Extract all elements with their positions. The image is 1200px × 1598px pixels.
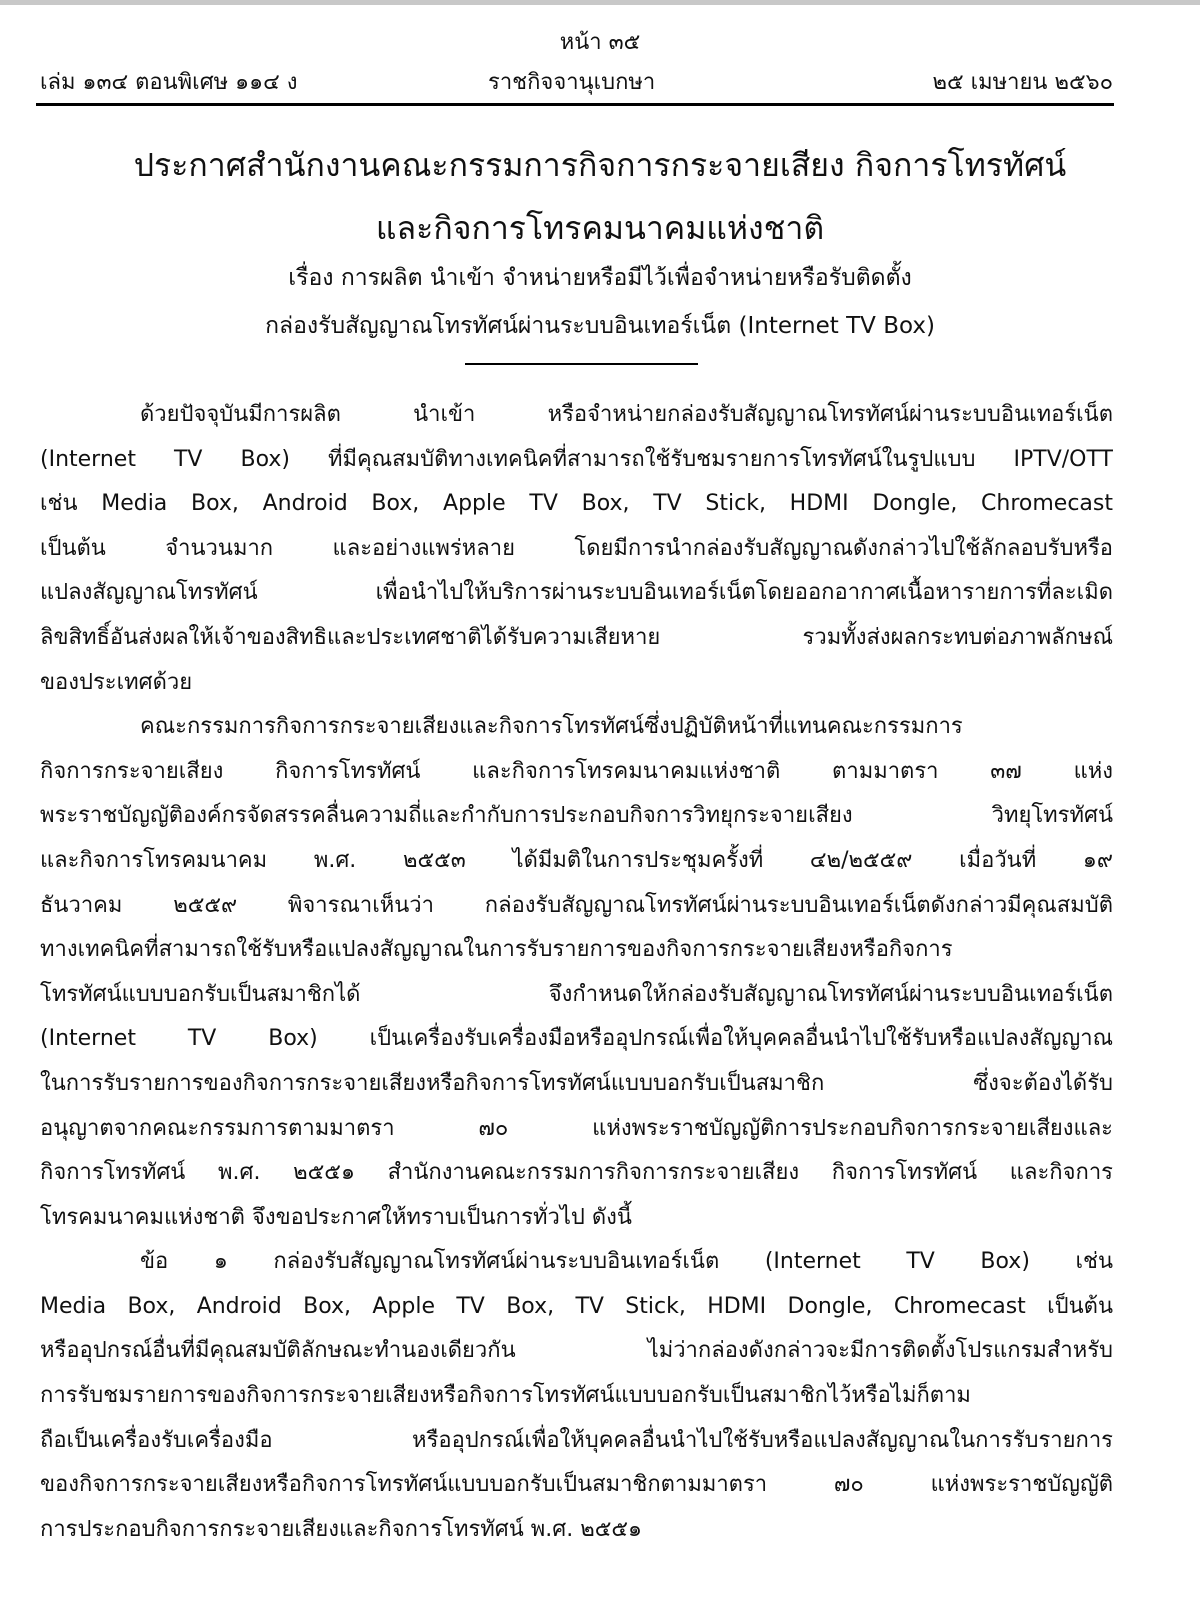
subject-line-2: กล่องรับสัญญาณโทรทัศน์ผ่านระบบอินเทอร์เน็ต (Internet TV Box) (265, 313, 935, 339)
text-line: ในการรับรายการของกิจการกระจายเสียงหรือกิจการโทรทัศน์แบบบอกรับเป็นสมาชิก ซึ่งจะต้องได้รับ (40, 1070, 1113, 1096)
text-line: การประกอบกิจการกระจายเสียงและกิจการโทรทัศน์ พ.ศ. ๒๕๕๑ (40, 1516, 642, 1542)
gazette-header (40, 64, 1113, 98)
text-line: ของประเทศด้วย (40, 669, 193, 695)
clause-1 (40, 1240, 1113, 1552)
text-line: ด้วยปัจจุบันมีการผลิต นำเข้า หรือจำหน่ายกล่องรับสัญญาณโทรทัศน์ผ่านระบบอินเทอร์เน็ต (140, 402, 1113, 427)
text-line: แปลงสัญญาณโทรทัศน์ เพื่อนำไปให้บริการผ่านระบบอินเทอร์เน็ตโดยออกอากาศเนื้อหารายการที่ละเมิด (40, 580, 1113, 606)
page-number: หน้า ๓๕ (559, 30, 641, 55)
publication-date: ๒๕ เมษายน ๒๕๖๐ (932, 70, 1113, 95)
text-line: ลิขสิทธิ์อันส่งผลให้เจ้าของสิทธิและประเทศชาติได้รับความเสียหาย รวมทั้งส่งผลกระทบต่อภาพลักษณ์ (40, 624, 1113, 650)
text-line: ข้อ ๑ กล่องรับสัญญาณโทรทัศน์ผ่านระบบอินเทอร์เน็ต (Internet TV Box) เช่น (140, 1249, 1113, 1275)
text-line: (Internet TV Box) ที่มีคุณสมบัติทางเทคนิคที่สามารถใช้รับชมรายการโทรทัศน์ในรูปแบบ IPTV/OTT (40, 446, 1113, 472)
volume-info: เล่ม ๑๓๔ ตอนพิเศษ ๑๑๔ ง (40, 70, 298, 95)
subject-line-1: เรื่อง การผลิต นำเข้า จำหน่ายหรือมีไว้เพื่อจำหน่ายหรือรับติดตั้ง (288, 265, 912, 291)
text-line: กิจการโทรทัศน์ พ.ศ. ๒๕๕๑ สำนักงานคณะกรรมการกิจการกระจายเสียง กิจการโทรทัศน์ และกิจการ (40, 1160, 1113, 1186)
text-line: ของกิจการกระจายเสียงหรือกิจการโทรทัศน์แบบบอกรับเป็นสมาชิกตามมาตรา ๗๐ แห่งพระราชบัญญัติ (40, 1472, 1113, 1498)
text-line: กิจการกระจายเสียง กิจการโทรทัศน์ และกิจการโทรคมนาคมแห่งชาติ ตามมาตรา ๓๗ แห่ง (40, 758, 1113, 784)
text-line: เป็นต้น จำนวนมาก และอย่างแพร่หลาย โดยมีการนำกล่องรับสัญญาณดังกล่าวไปใช้ลักลอบรับหรือ (40, 535, 1113, 561)
text-line: คณะกรรมการกิจการกระจายเสียงและกิจการโทรทัศน์ซึ่งปฏิบัติหน้าที่แทนคณะกรรมการ (140, 714, 963, 740)
text-line: อนุญาตจากคณะกรรมการตามมาตรา ๗๐ แห่งพระราชบัญญัติการประกอบกิจการกระจายเสียงและ (40, 1115, 1113, 1141)
title-line-1: ประกาศสำนักงานคณะกรรมการกิจการกระจายเสียง กิจการโทรทัศน์ (133, 146, 1067, 184)
text-line: ธันวาคม ๒๕๕๙ พิจารณาเห็นว่า กล่องรับสัญญาณโทรทัศน์ผ่านระบบอินเทอร์เน็ตดังกล่าวมีคุณสมบัติ (40, 892, 1113, 918)
text-line: และกิจการโทรคมนาคม พ.ศ. ๒๕๕๓ ได้มีมติในการประชุมครั้งที่ ๔๒/๒๕๕๙ เมื่อวันที่ ๑๙ (40, 847, 1113, 873)
publication-name: ราชกิจจานุเบกษา (488, 70, 656, 95)
document-body (40, 393, 1113, 1552)
text-line: ถือเป็นเครื่องรับเครื่องมือ หรืออุปกรณ์เพื่อให้บุคคลอื่นนำไปใช้รับหรือแปลงสัญญาณในการรับรายการ (40, 1427, 1113, 1453)
text-line: (Internet TV Box) เป็นเครื่องรับเครื่องมือหรืออุปกรณ์เพื่อให้บุคคลอื่นนำไปใช้รับหรือแปลงสัญญาณ (40, 1026, 1113, 1052)
text-line: พระราชบัญญัติองค์กรจัดสรรคลื่นความถี่และกำกับการประกอบกิจการวิทยุกระจายเสียง วิทยุโทรทัศน์ (40, 803, 1113, 829)
paragraph-1 (40, 393, 1113, 705)
text-line: หรืออุปกรณ์อื่นที่มีคุณสมบัติลักษณะทำนองเดียวกัน ไม่ว่ากล่องดังกล่าวจะมีการติดตั้งโปรแกรมสำหรับ (40, 1338, 1113, 1364)
text-line: เช่น Media Box, Android Box, Apple TV Box, TV Stick, HDMI Dongle, Chromecast (40, 491, 1113, 517)
title-line-2: และกิจการโทรคมนาคมแห่งชาติ (375, 209, 825, 247)
viewer-top-border (0, 0, 1200, 5)
text-line: โทรทัศน์แบบบอกรับเป็นสมาชิกได้ จึงกำหนดให้กล่องรับสัญญาณโทรทัศน์ผ่านระบบอินเทอร์เน็ต (40, 981, 1113, 1007)
text-line: โทรคมนาคมแห่งชาติ จึงขอประกาศให้ทราบเป็นการทั่วไป ดังนี้ (40, 1204, 632, 1230)
text-line: Media Box, Android Box, Apple TV Box, TV Stick, HDMI Dongle, Chromecast เป็นต้น (40, 1293, 1113, 1319)
paragraph-2 (40, 705, 1113, 1240)
title-divider (465, 363, 698, 365)
header-rule (36, 103, 1114, 106)
text-line: ทางเทคนิคที่สามารถใช้รับหรือแปลงสัญญาณในการรับรายการของกิจการกระจายเสียงหรือกิจการ (40, 937, 953, 963)
text-line: การรับชมรายการของกิจการกระจายเสียงหรือกิจการโทรทัศน์แบบบอกรับเป็นสมาชิกไว้หรือไม่ก็ตาม (40, 1383, 971, 1409)
